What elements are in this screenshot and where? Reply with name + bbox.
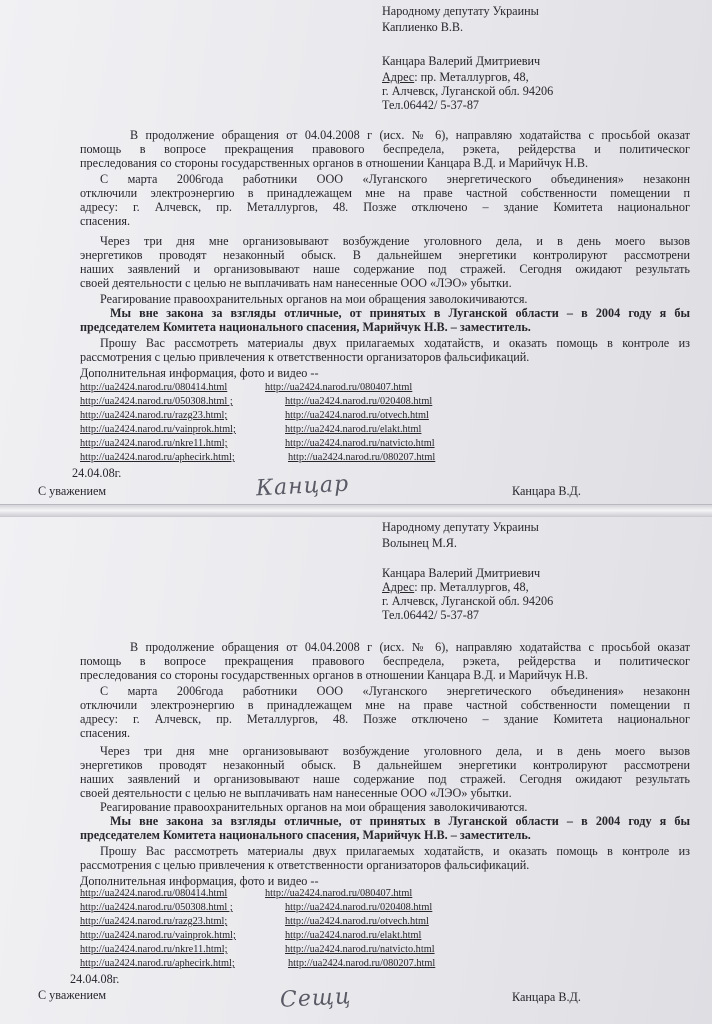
link-aphecirk[interactable]: http://ua2424.narod.ru/aphecirk.html; bbox=[80, 452, 235, 463]
para-2-line-4: спасения. bbox=[80, 726, 131, 740]
para-2-line-4: спасения. bbox=[80, 214, 131, 228]
recipient-name: Волынец М.Я. bbox=[382, 536, 457, 550]
link-elakt[interactable]: http://ua2424.narod.ru/elakt.html bbox=[285, 930, 422, 941]
para-3-line-3: наших заявлений и организовывают наше содержание под стражей. Сегодня ожидают результать bbox=[80, 772, 690, 786]
para-2-line-3: адресу: г. Алчевск, пр. Металлургов, 48. Позже отключено – здание Комитета национальног bbox=[80, 200, 690, 214]
handwritten-signature: Сещц bbox=[279, 984, 352, 1013]
link-razg23[interactable]: http://ua2424.narod.ru/razg23.html; bbox=[80, 916, 228, 927]
link-050308[interactable]: http://ua2424.narod.ru/050308.html ; bbox=[80, 902, 233, 913]
link-vainprok[interactable]: http://ua2424.narod.ru/vainprok.html; bbox=[80, 930, 236, 941]
para-3-line-4: своей деятельности с целью не выплачивать нам нанесенные ООО «ЛЭО» убытки. bbox=[80, 786, 512, 800]
link-050308[interactable]: http://ua2424.narod.ru/050308.html ; bbox=[80, 396, 233, 407]
para-3-line-2: энергетиков проводят незаконный обыск. В дальнейшем энергетики контролируют рассмотрени bbox=[80, 758, 690, 772]
link-otvech[interactable]: http://ua2424.narod.ru/otvech.html bbox=[285, 916, 429, 927]
paper-fold bbox=[0, 504, 712, 517]
para-2-line-2: отключили электроэнергию в принадлежащем мне на праве частной собственности помещении п bbox=[80, 186, 690, 200]
link-080414[interactable]: http://ua2424.narod.ru/080414.html bbox=[80, 888, 228, 899]
recipient-title: Народному депутату Украины bbox=[382, 4, 539, 18]
para-2-line-3: адресу: г. Алчевск, пр. Металлургов, 48. Позже отключено – здание Комитета национальног bbox=[80, 712, 690, 726]
address-label: Адрес bbox=[382, 580, 415, 594]
para-2-line-2: отключили электроэнергию в принадлежащем мне на праве частной собственности помещении п bbox=[80, 698, 690, 712]
link-020408[interactable]: http://ua2424.narod.ru/020408.html bbox=[285, 396, 433, 407]
link-080414[interactable]: http://ua2424.narod.ru/080414.html bbox=[80, 382, 228, 393]
sender-name: Канцара Валерий Дмитриевич bbox=[382, 54, 541, 68]
link-080207[interactable]: http://ua2424.narod.ru/080207.html bbox=[288, 452, 436, 463]
link-020408[interactable]: http://ua2424.narod.ru/020408.html bbox=[285, 902, 433, 913]
closing-text: С уважением bbox=[38, 988, 107, 1002]
para-1-line-1: В продолжение обращения от 04.04.2008 г (исх. № 6), направляю ходатайства с просьбой оказат bbox=[130, 128, 690, 142]
para-5-line-1: Мы вне закона за взгляды отличные, от принятых в Луганской области – в 2004 году я бы bbox=[110, 814, 690, 828]
address-line-2: г. Алчевск, Луганской обл. 94206 bbox=[382, 84, 554, 98]
sender-name: Канцара Валерий Дмитриевич bbox=[382, 566, 541, 580]
signature-name: Канцара В.Д. bbox=[512, 990, 581, 1004]
para-5-line-1: Мы вне закона за взгляды отличные, от принятых в Луганской области – в 2004 году я бы bbox=[110, 306, 690, 320]
para-6-line-1: Прошу Вас рассмотреть материалы двух прилагаемых ходатайств, и оказать помощь в контроле из bbox=[100, 844, 690, 858]
link-vainprok[interactable]: http://ua2424.narod.ru/vainprok.html; bbox=[80, 424, 236, 435]
link-080407[interactable]: http://ua2424.narod.ru/080407.html bbox=[265, 382, 413, 393]
recipient-title: Народному депутату Украины bbox=[382, 520, 539, 534]
extra-info-label: Дополнительная информация, фото и видео -- bbox=[80, 874, 319, 888]
address-line-2: г. Алчевск, Луганской обл. 94206 bbox=[382, 594, 554, 608]
para-2-line-1: С марта 2006года работники ООО «Луганского энергетического объединения» незаконн bbox=[100, 172, 690, 186]
recipient-name: Каплиенко В.В. bbox=[382, 20, 464, 34]
link-aphecirk[interactable]: http://ua2424.narod.ru/aphecirk.html; bbox=[80, 958, 235, 969]
letter-2 bbox=[0, 512, 712, 1024]
para-2-line-1: С марта 2006года работники ООО «Луганского энергетического объединения» незаконн bbox=[100, 684, 690, 698]
para-5-line-2: председателем Комитета национального спасения, Марийчук Н.В. – заместитель. bbox=[80, 320, 531, 334]
link-nkre11[interactable]: http://ua2424.narod.ru/nkre11.html; bbox=[80, 944, 228, 955]
signature-name: Канцара В.Д. bbox=[512, 484, 581, 498]
para-1-line-3: преследования со стороны государственных органов в отношении Канцара В.Д. и Марийчук Н.В. bbox=[80, 668, 589, 682]
link-razg23[interactable]: http://ua2424.narod.ru/razg23.html; bbox=[80, 410, 228, 421]
sender-address bbox=[382, 70, 529, 84]
address-label: Адрес bbox=[382, 70, 415, 84]
sender-phone: Тел.06442/ 5-37-87 bbox=[382, 608, 480, 622]
address-line-1: : пр. Металлургов, 48, bbox=[414, 580, 529, 594]
extra-info-label: Дополнительная информация, фото и видео -- bbox=[80, 366, 319, 380]
link-nkre11[interactable]: http://ua2424.narod.ru/nkre11.html; bbox=[80, 438, 228, 449]
link-080207[interactable]: http://ua2424.narod.ru/080207.html bbox=[288, 958, 436, 969]
address-line-1: : пр. Металлургов, 48, bbox=[414, 70, 529, 84]
letter-date: 24.04.08г. bbox=[72, 466, 122, 480]
para-1-line-1: В продолжение обращения от 04.04.2008 г (исх. № 6), направляю ходатайства с просьбой оказат bbox=[130, 640, 690, 654]
sender-address bbox=[382, 580, 529, 594]
closing-text: С уважением bbox=[38, 484, 107, 498]
para-3-line-1: Через три дня мне организовывают возбуждение уголовного дела, и в день моего вызов bbox=[100, 744, 690, 758]
link-natvicto[interactable]: http://ua2424.narod.ru/natvicto.html bbox=[285, 438, 435, 449]
link-otvech[interactable]: http://ua2424.narod.ru/otvech.html bbox=[285, 410, 429, 421]
para-3-line-3: наших заявлений и организовывают наше содержание под стражей. Сегодня ожидают результать bbox=[80, 262, 690, 276]
para-4-line-1: Реагирование правоохранительных органов на мои обращения заволокичиваются. bbox=[100, 292, 528, 306]
para-6-line-2: рассмотрения с целью привлечения к ответственности организаторов фальсификаций. bbox=[80, 858, 530, 872]
para-3-line-2: энергетиков проводят незаконный обыск. В дальнейшем энергетики контролируют рассмотрени bbox=[80, 248, 690, 262]
para-3-line-4: своей деятельности с целью не выплачивать нам нанесенные ООО «ЛЭО» убытки. bbox=[80, 276, 512, 290]
para-4-line-1: Реагирование правоохранительных органов на мои обращения заволокичиваются. bbox=[100, 800, 528, 814]
letter-date: 24.04.08г. bbox=[70, 972, 120, 986]
para-1-line-3: преследования со стороны государственных органов в отношении Канцара В.Д. и Марийчук Н.В. bbox=[80, 156, 589, 170]
para-1-line-2: помощь в вопросе прекращения правового беспредела, рэкета, рейдерства и политическог bbox=[80, 654, 690, 668]
handwritten-signature: Канцар bbox=[255, 471, 350, 502]
para-5-line-2: председателем Комитета национального спасения, Марийчук Н.В. – заместитель. bbox=[80, 828, 531, 842]
sender-phone: Тел.06442/ 5-37-87 bbox=[382, 98, 480, 112]
para-6-line-1: Прошу Вас рассмотреть материалы двух прилагаемых ходатайств, и оказать помощь в контроле из bbox=[100, 336, 690, 350]
para-3-line-1: Через три дня мне организовывают возбуждение уголовного дела, и в день моего вызов bbox=[100, 234, 690, 248]
link-080407[interactable]: http://ua2424.narod.ru/080407.html bbox=[265, 888, 413, 899]
link-natvicto[interactable]: http://ua2424.narod.ru/natvicto.html bbox=[285, 944, 435, 955]
link-elakt[interactable]: http://ua2424.narod.ru/elakt.html bbox=[285, 424, 422, 435]
para-1-line-2: помощь в вопросе прекращения правового беспредела, рэкета, рейдерства и политическог bbox=[80, 142, 690, 156]
para-6-line-2: рассмотрения с целью привлечения к ответственности организаторов фальсификаций. bbox=[80, 350, 530, 364]
